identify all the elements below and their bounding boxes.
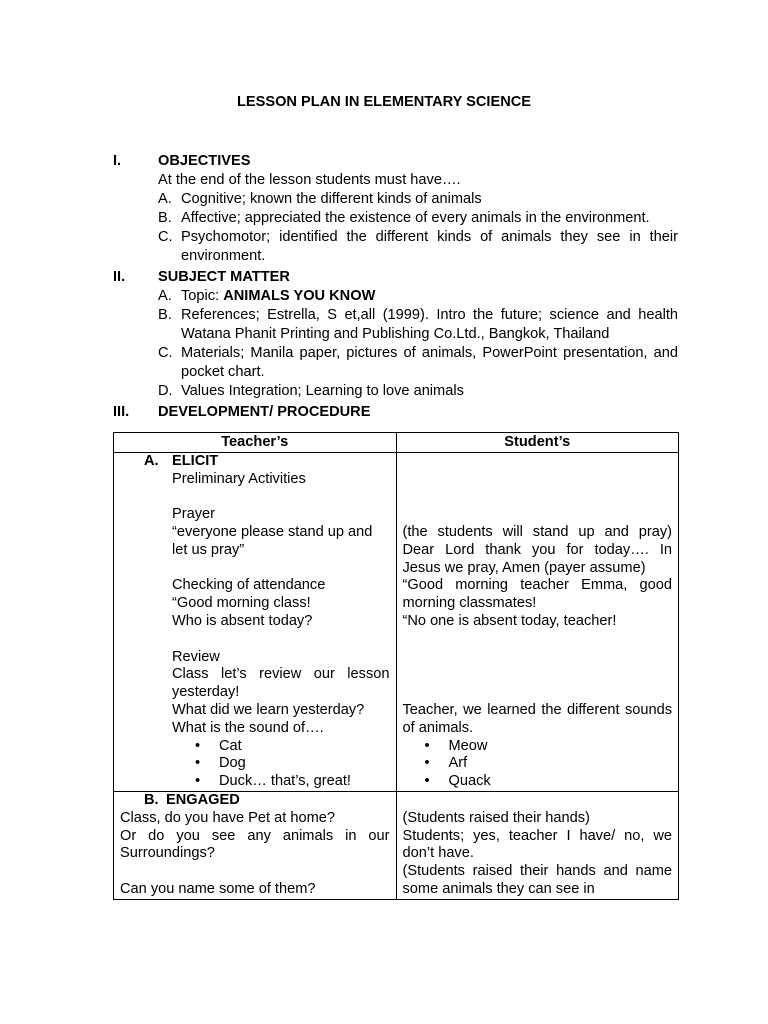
list-item — [425, 738, 673, 756]
elicit-heading — [144, 453, 390, 471]
topic-value: ANIMALS YOU KNOW — [223, 288, 376, 304]
list-letter: B. — [158, 307, 172, 323]
teacher-question: Class, do you have Pet at home? — [120, 809, 335, 826]
engaged-letter: B. — [144, 791, 159, 808]
teacher-cell — [114, 452, 397, 791]
list-item — [425, 755, 673, 773]
student-answer: (Students raised their hands) — [402, 809, 590, 826]
page-title: LESSON PLAN IN ELEMENTARY SCIENCE — [236, 94, 532, 110]
objectives-section — [113, 152, 678, 266]
bullet-icon: • — [424, 773, 430, 790]
list-item — [158, 228, 678, 266]
bullet-icon: • — [424, 737, 430, 754]
subject-matter-section — [113, 268, 678, 401]
engaged-heading — [144, 792, 390, 810]
bullet-text: Quack — [448, 773, 491, 790]
student-cell — [396, 791, 679, 899]
elicit-letter: A. — [144, 452, 159, 469]
engaged-title: ENGAGED — [166, 791, 240, 808]
list-letter: C. — [158, 229, 173, 245]
section-title: OBJECTIVES — [158, 153, 251, 169]
bullet-icon: • — [195, 755, 201, 772]
bullet-text: Dog — [219, 755, 246, 772]
section-numeral: I. — [113, 153, 122, 169]
list-text: Values Integration; Learning to love animals — [181, 383, 464, 399]
objectives-intro: At the end of the lesson students must have…. — [158, 172, 461, 188]
list-item — [158, 344, 678, 382]
list-item — [158, 382, 678, 401]
attendance-line: Who is absent today? — [172, 612, 313, 629]
table-header-row — [114, 433, 679, 453]
prayer-text: “everyone please stand up and let us pray” — [172, 523, 373, 558]
bullet-icon: • — [195, 737, 201, 754]
list-text: Affective; appreciated the existence of every animals in the environment. — [181, 210, 650, 226]
bullet-text: Meow — [448, 737, 488, 754]
teacher-question: Can you name some of them? — [120, 880, 316, 897]
student-absent: “No one is absent today, teacher! — [402, 612, 617, 629]
teacher-question: Or do you see any animals in our Surroundings? — [120, 827, 390, 862]
section-title: DEVELOPMENT/ PROCEDURE — [158, 404, 371, 420]
bullet-text: Duck… that’s, great! — [219, 773, 351, 790]
section-title: SUBJECT MATTER — [158, 269, 290, 285]
student-answer: Students; yes, teacher I have/ no, we don’t have. — [402, 827, 672, 862]
list-item — [195, 755, 390, 773]
student-prayer: (the students will stand up and pray) Dear Lord thank you for today…. In Jesus we pray, Amen (payer assume) — [402, 523, 672, 576]
table-row-engaged — [114, 791, 679, 899]
list-item — [195, 773, 390, 791]
review-label: Review — [172, 648, 220, 665]
bullet-icon: • — [195, 773, 201, 790]
attendance-label: Checking of attendance — [172, 577, 326, 594]
list-item — [158, 306, 678, 344]
bullet-icon: • — [424, 755, 430, 772]
bullet-text: Arf — [448, 755, 468, 772]
student-header: Student’s — [396, 433, 679, 453]
list-letter: B. — [158, 210, 172, 226]
list-letter: C. — [158, 345, 173, 361]
procedure-table — [113, 432, 679, 900]
teacher-header: Teacher’s — [114, 433, 397, 453]
list-item — [195, 738, 390, 756]
preliminary-label: Preliminary Activities — [172, 470, 306, 487]
prayer-label: Prayer — [172, 506, 215, 523]
list-item — [425, 773, 673, 791]
list-text: Psychomotor; identified the different kinds of animals they see in their environment. — [181, 229, 678, 264]
list-letter: D. — [158, 383, 173, 399]
table-row-elicit — [114, 452, 679, 791]
section-numeral: III. — [113, 404, 130, 420]
student-cell — [396, 452, 679, 791]
bullet-text: Cat — [219, 737, 242, 754]
review-question: What is the sound of…. — [172, 719, 324, 736]
topic-prefix: Topic: — [181, 288, 224, 304]
teacher-cell — [114, 791, 397, 899]
list-text: Cognitive; known the different kinds of animals — [181, 191, 482, 207]
list-text: Materials; Manila paper, pictures of animals, PowerPoint presentation, and pocket chart. — [181, 345, 678, 380]
review-question: What did we learn yesterday? — [172, 701, 365, 718]
list-letter: A. — [158, 191, 172, 207]
attendance-line: “Good morning class! — [172, 595, 311, 612]
list-text: References; Estrella, S et,all (1999). Intro the future; science and health Watana Phanit Printing and Publishing Co.Ltd., Bangkok, Thailand — [181, 307, 678, 342]
development-section — [113, 403, 678, 422]
student-answer: (Students raised their hands and name some animals they can see in — [402, 863, 672, 897]
list-item — [158, 190, 678, 209]
section-numeral: II. — [113, 269, 126, 285]
review-text: Class let’s review our lesson yesterday! — [172, 666, 390, 701]
elicit-title: ELICIT — [172, 452, 219, 469]
list-letter: A. — [158, 288, 172, 304]
student-learned: Teacher, we learned the different sounds of animals. — [402, 701, 672, 736]
list-item — [158, 287, 678, 306]
list-item — [158, 209, 678, 228]
student-greeting: “Good morning teacher Emma, good morning classmates! — [402, 577, 672, 612]
